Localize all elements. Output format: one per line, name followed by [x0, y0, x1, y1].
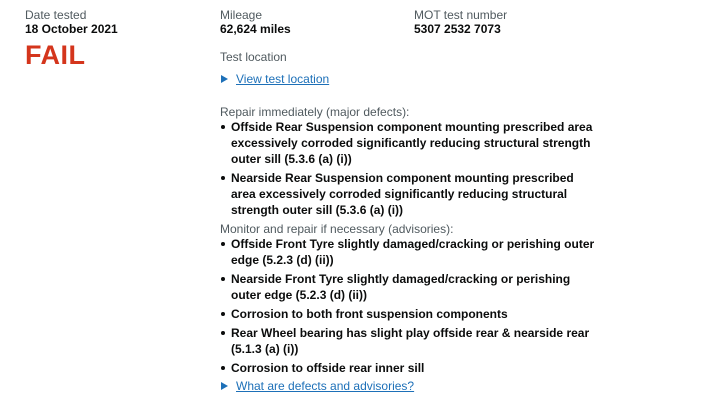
list-item: Nearside Rear Suspension component mounting prescribed area excessively corroded significantly reducing structural strength outer sill (5.3.6 (a) (i)): [220, 170, 595, 218]
list-item: Corrosion to offside rear inner sill: [220, 360, 595, 376]
test-location-label: Test location: [220, 50, 287, 64]
list-item: Nearside Front Tyre slightly damaged/cracking or perishing outer edge (5.2.3 (d) (ii)): [220, 271, 595, 303]
list-item: Corrosion to both front suspension components: [220, 306, 595, 322]
triangle-right-icon: [221, 75, 228, 83]
defects-advisories-help-link[interactable]: What are defects and advisories?: [236, 379, 415, 393]
triangle-right-icon: [221, 382, 228, 390]
advisories-heading: Monitor and repair if necessary (advisories):: [220, 222, 454, 236]
mot-number-label: MOT test number: [414, 8, 508, 22]
major-defects-heading: Repair immediately (major defects):: [220, 105, 410, 119]
list-item: Offside Front Tyre slightly damaged/cracking or perishing outer edge (5.2.3 (d) (ii)): [220, 236, 595, 268]
defects-advisories-help-toggle[interactable]: [220, 379, 414, 393]
advisories-list: [220, 236, 595, 379]
test-result-fail: FAIL: [25, 40, 86, 70]
date-tested-value: 18 October 2021: [25, 22, 118, 36]
mileage-block: [220, 8, 291, 36]
major-defects-list: [220, 119, 595, 221]
mileage-value: 62,624 miles: [220, 22, 291, 36]
date-tested-block: [25, 8, 118, 70]
mot-number-block: [414, 8, 507, 36]
view-test-location-link[interactable]: View test location: [236, 72, 330, 86]
mot-number-value: 5307 2532 7073: [414, 22, 501, 36]
list-item: Offside Rear Suspension component mounting prescribed area excessively corroded significantly reducing structural strength outer sill (5.3.6 (a) (i)): [220, 119, 595, 167]
date-tested-label: Date tested: [25, 8, 87, 22]
view-test-location-toggle[interactable]: [220, 72, 329, 86]
mileage-label: Mileage: [220, 8, 263, 22]
list-item: Rear Wheel bearing has slight play offside rear & nearside rear (5.1.3 (a) (i)): [220, 325, 595, 357]
